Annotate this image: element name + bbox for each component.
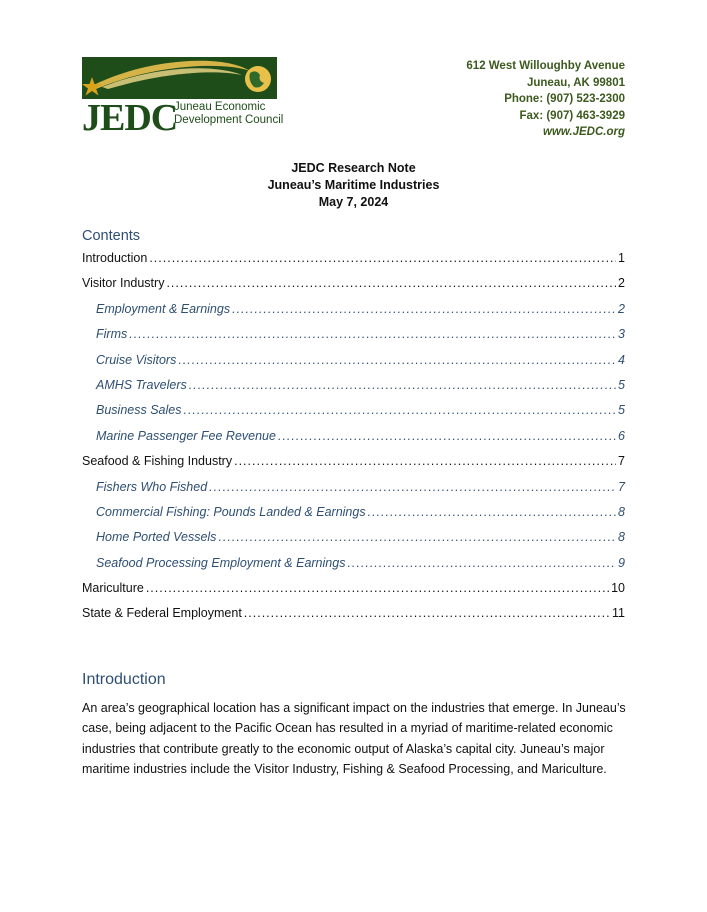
toc-entry-label: Firms [96, 327, 128, 342]
toc-entry[interactable] [82, 551, 625, 576]
logo-banner [82, 57, 277, 99]
toc-dot-leader [146, 578, 609, 598]
toc-entry-label: Business Sales [96, 403, 182, 418]
toc-entry-label: Mariculture [82, 581, 144, 596]
toc-entry[interactable] [82, 601, 625, 626]
toc-entry-label: Commercial Fishing: Pounds Landed & Earnings [96, 504, 366, 519]
toc-entry[interactable] [82, 525, 625, 550]
logo-org-line2: Development Council [174, 114, 284, 126]
toc-dot-leader [232, 299, 616, 319]
toc-entry-label: Marine Passenger Fee Revenue [96, 428, 276, 443]
toc-dot-leader [368, 502, 616, 522]
toc-entry[interactable] [82, 424, 625, 449]
toc-entry[interactable] [82, 449, 625, 474]
toc-dot-leader [278, 426, 616, 446]
toc-entry[interactable] [82, 348, 625, 373]
toc-entry[interactable] [82, 373, 625, 398]
jedc-logo [82, 57, 284, 140]
toc-entry-label: Visitor Industry [82, 276, 165, 291]
contact-block [466, 58, 625, 141]
toc-entry-label: Seafood Processing Employment & Earnings [96, 555, 346, 570]
toc-entry[interactable] [82, 398, 625, 423]
toc-entry-label: State & Federal Employment [82, 606, 242, 621]
toc-dot-leader [234, 451, 616, 471]
toc-entry-page: 11 [612, 606, 625, 621]
title-line-3: May 7, 2024 [318, 195, 389, 209]
toc-entry-label: Employment & Earnings [96, 301, 231, 316]
contents-heading: Contents [82, 228, 141, 244]
toc-entry-page: 3 [618, 327, 625, 342]
toc-entry-page: 6 [618, 428, 625, 443]
logo-org-name [174, 101, 283, 127]
toc-entry-label: Fishers Who Fished [96, 479, 208, 494]
toc-entry[interactable] [82, 576, 625, 601]
logo-mark: JEDC [82, 97, 178, 139]
toc-dot-leader [149, 248, 616, 268]
toc-entry[interactable] [82, 297, 625, 322]
contact-city: Juneau, AK 99801 [526, 76, 625, 89]
toc-entry-label: Introduction [82, 251, 148, 265]
toc-dot-leader [209, 477, 616, 497]
toc-entry-label: Seafood & Fishing Industry [82, 454, 233, 469]
toc-entry-page: 8 [618, 530, 625, 545]
toc-entry[interactable] [82, 322, 625, 347]
toc-dot-leader [347, 553, 616, 573]
toc-dot-leader [183, 400, 616, 420]
toc-dot-leader [129, 324, 616, 344]
toc-entry-page: 5 [618, 377, 625, 392]
contact-website-link[interactable]: www.JEDC.org [543, 126, 625, 138]
title-line-2: Juneau’s Maritime Industries [267, 178, 440, 192]
star-icon [82, 77, 102, 96]
toc-entry-page: 2 [618, 276, 625, 291]
title-line-1: JEDC Research Note [291, 161, 416, 175]
toc-entry-page: 10 [611, 581, 625, 596]
toc-entry-page: 7 [618, 479, 625, 494]
toc-dot-leader [178, 350, 616, 370]
toc-dot-leader [244, 603, 610, 623]
toc-entry-page: 1 [618, 251, 625, 265]
toc-entry-page: 8 [618, 504, 625, 519]
toc-entry-label: Home Ported Vessels [96, 530, 217, 545]
toc-entry[interactable] [82, 246, 625, 271]
table-of-contents [82, 246, 625, 627]
toc-entry-page: 9 [618, 555, 625, 570]
contact-phone: Phone: (907) 523-2300 [504, 93, 625, 105]
toc-entry-page: 7 [618, 454, 625, 469]
introduction-heading: Introduction [82, 671, 166, 688]
toc-dot-leader [189, 375, 616, 395]
toc-entry-page: 5 [618, 403, 625, 418]
toc-entry-label: Cruise Visitors [96, 352, 177, 367]
toc-entry[interactable] [82, 271, 625, 296]
contact-address: 612 West Willoughby Avenue [466, 60, 625, 72]
toc-entry-page: 2 [618, 301, 625, 316]
logo-org-line1: Juneau Economic [174, 101, 266, 113]
toc-entry[interactable] [82, 475, 625, 500]
document-title [0, 160, 707, 211]
contact-fax: Fax: (907) 463-3929 [519, 109, 625, 122]
introduction-paragraph: An area’s geographical location has a significant impact on the industries that emerge. In Juneau’s case, being adjacent to the Pacific Ocean has resulted in a myriad of maritime-related economic industries that contribute greatly to the economic output of Alaska’s capital city. Juneau’s major maritime industries include the Visitor Industry, Fishing & Seafood Processing, and Mariculture. [82, 701, 626, 776]
toc-dot-leader [218, 527, 616, 547]
toc-entry-page: 4 [618, 352, 625, 367]
toc-entry[interactable] [82, 500, 625, 525]
toc-entry-label: AMHS Travelers [96, 377, 187, 392]
toc-dot-leader [166, 273, 616, 293]
